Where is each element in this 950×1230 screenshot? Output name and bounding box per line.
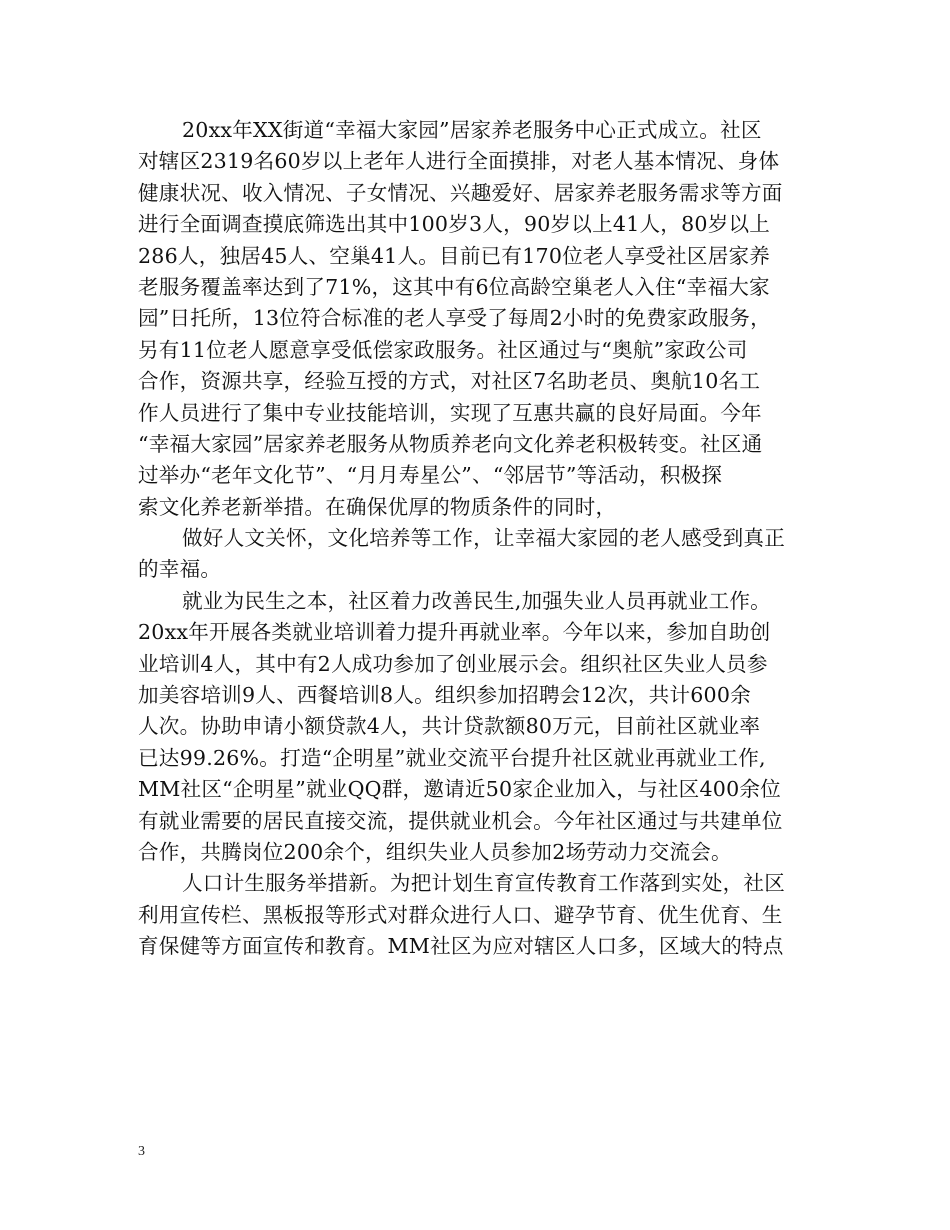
text-line: “幸福大家园”居家养老服务从物质养老向文化养老积极转变。社区通 (138, 431, 763, 456)
text-line: 合作，资源共享，经验互授的方式，对社区7名助老员、奥航10名工 (138, 369, 761, 394)
text-line: 索文化养老新举措。在确保优厚的物质条件的同时， (138, 494, 617, 519)
text-line: 20xx年XX街道“幸福大家园”居家养老服务中心正式成立。社区 (182, 118, 762, 142)
text-line: 20xx年开展各类就业培训着力提升再就业率。今年以来，参加自助创 (138, 620, 771, 645)
text-line: 人次。协助申请小额贷款4人，共计贷款额80万元，目前社区就业率 (138, 714, 761, 739)
text-line: MM社区“企明星”就业QQ群，邀请近50家企业加入，与社区400余位 (138, 777, 781, 802)
text-line: 合作，共腾岗位200余个，组织失业人员参加2场劳动力交流会。 (138, 839, 732, 864)
text-line: 育保健等方面宣传和教育。MM社区为应对辖区人口多，区域大的特点 (138, 934, 784, 959)
text-line: 健康状况、收入情况、子女情况、兴趣爱好、居家养老服务需求等方面 (138, 180, 783, 205)
text-line: 做好人文关怀，文化培养等工作，让幸福大家园的老人感受到真正 (182, 526, 786, 551)
text-line: 业培训4人，其中有2人成功参加了创业展示会。组织社区失业人员参 (138, 651, 768, 676)
text-line: 人口计生服务举措新。为把计划生育宣传教育工作落到实处，社区 (182, 871, 786, 896)
text-line: 园”日托所，13位符合标准的老人享受了每周2小时的免费家政服务， (138, 306, 771, 331)
text-line: 过举办“老年文化节”、“月月寿星公”、“邻居节”等活动，积极探 (138, 463, 723, 488)
text-line: 进行全面调查摸底筛选出其中100岁3人，90岁以上41人，80岁以上 (138, 212, 771, 237)
text-line: 另有11位老人愿意享受低偿家政服务。社区通过与“奥航”家政公司 (138, 337, 748, 362)
text-line: 已达99.26%。打造“企明星”就业交流平台提升社区就业再就业工作, (138, 745, 766, 770)
text-line: 加美容培训9人、西餐培训8人。组织参加招聘会12次，共计600余 (138, 683, 751, 708)
text-line: 利用宣传栏、黑板报等形式对群众进行人口、避孕节育、优生优育、生 (138, 902, 783, 927)
body-text (138, 115, 818, 963)
page-number: 3 (138, 1144, 145, 1159)
text-line: 对辖区2319名60岁以上老年人进行全面摸排，对老人基本情况、身体 (138, 149, 780, 174)
text-line: 有就业需要的居民直接交流，提供就业机会。今年社区通过与共建单位 (138, 808, 783, 833)
text-line: 老服务覆盖率达到了71%，这其中有6位高龄空巢老人入住“幸福大家 (138, 274, 770, 299)
text-line: 作人员进行了集中专业技能培训，实现了互惠共赢的良好局面。今年 (138, 400, 762, 425)
text-line: 286人，独居45人、空巢41人。目前已有170位老人享受社区居家养 (138, 243, 771, 268)
text-line: 就业为民生之本，社区着力改善民生,加强失业人员再就业工作。 (182, 588, 771, 613)
text-line: 的幸福。 (138, 557, 222, 582)
